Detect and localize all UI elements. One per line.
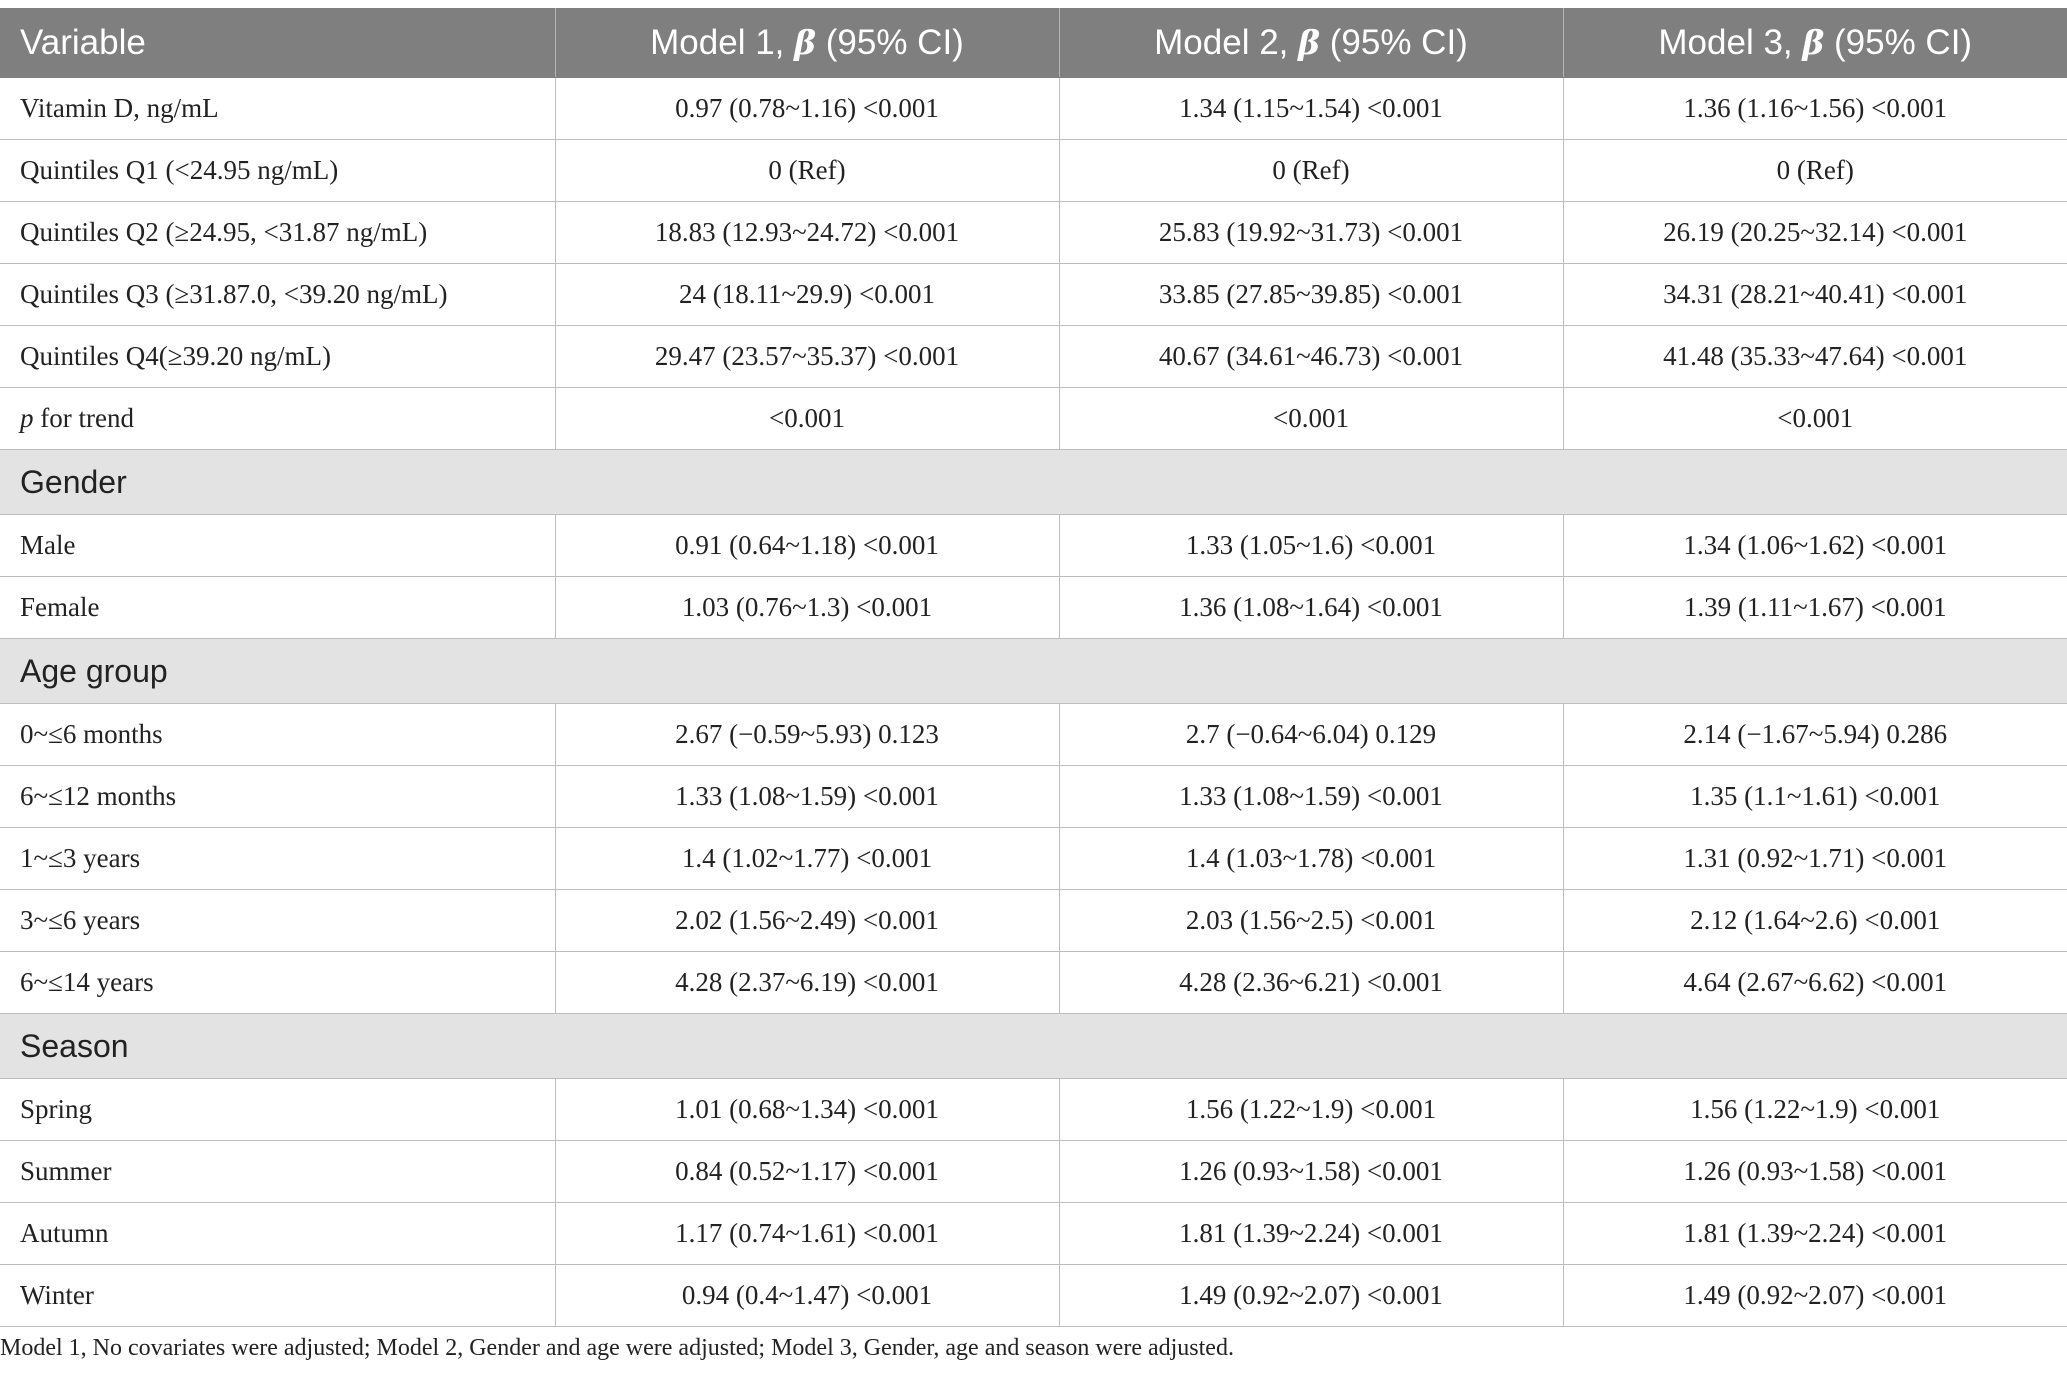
- model-2-value: 1.4 (1.03~1.78) <0.001: [1059, 828, 1563, 890]
- header-row: [0, 9, 2067, 78]
- model-1-value: 1.33 (1.08~1.59) <0.001: [555, 766, 1059, 828]
- model-3-value: 1.36 (1.16~1.56) <0.001: [1563, 78, 2067, 140]
- model-1-value: 1.17 (0.74~1.61) <0.001: [555, 1203, 1059, 1265]
- section-title: Season: [0, 1014, 2067, 1079]
- header-model-2-suffix: (95% CI): [1320, 23, 1468, 62]
- model-2-value: 2.7 (−0.64~6.04) 0.129: [1059, 704, 1563, 766]
- section-title: Age group: [0, 639, 2067, 704]
- model-2-value: 33.85 (27.85~39.85) <0.001: [1059, 264, 1563, 326]
- results-table: [0, 8, 2067, 1327]
- model-2-value: 1.33 (1.05~1.6) <0.001: [1059, 515, 1563, 577]
- model-1-value: 4.28 (2.37~6.19) <0.001: [555, 952, 1059, 1014]
- header-model-3-prefix: Model 3,: [1658, 23, 1803, 62]
- model-3-value: 1.39 (1.11~1.67) <0.001: [1563, 577, 2067, 639]
- model-2-value: 1.81 (1.39~2.24) <0.001: [1059, 1203, 1563, 1265]
- model-3-value: 1.35 (1.1~1.61) <0.001: [1563, 766, 2067, 828]
- header-model-3-suffix: (95% CI): [1824, 23, 1973, 62]
- table-row: [0, 326, 2067, 388]
- header-model-2-beta: β: [1298, 23, 1321, 62]
- model-1-value: 0.94 (0.4~1.47) <0.001: [555, 1265, 1059, 1327]
- model-2-value: 1.34 (1.15~1.54) <0.001: [1059, 78, 1563, 140]
- header-model-3-beta: β: [1802, 23, 1825, 62]
- row-label: Quintiles Q3 (≥31.87.0, <39.20 ng/mL): [0, 264, 555, 326]
- model-2-value: <0.001: [1059, 388, 1563, 450]
- trend-p: p: [20, 403, 34, 433]
- table-row: [0, 890, 2067, 952]
- section-title: Gender: [0, 450, 2067, 515]
- row-label: Summer: [0, 1141, 555, 1203]
- header-model-2: [1059, 9, 1563, 78]
- model-3-value: 1.56 (1.22~1.9) <0.001: [1563, 1079, 2067, 1141]
- model-2-value: 2.03 (1.56~2.5) <0.001: [1059, 890, 1563, 952]
- model-1-value: 1.4 (1.02~1.77) <0.001: [555, 828, 1059, 890]
- model-2-value: 1.49 (0.92~2.07) <0.001: [1059, 1265, 1563, 1327]
- model-2-value: 1.33 (1.08~1.59) <0.001: [1059, 766, 1563, 828]
- table-row: [0, 1079, 2067, 1141]
- model-2-value: 1.26 (0.93~1.58) <0.001: [1059, 1141, 1563, 1203]
- row-label: Vitamin D, ng/mL: [0, 78, 555, 140]
- row-label: 3~≤6 years: [0, 890, 555, 952]
- table-row: [0, 78, 2067, 140]
- row-label: Male: [0, 515, 555, 577]
- table-row: [0, 140, 2067, 202]
- header-model-1-suffix: (95% CI): [816, 23, 964, 62]
- model-3-value: 2.12 (1.64~2.6) <0.001: [1563, 890, 2067, 952]
- model-2-value: 40.67 (34.61~46.73) <0.001: [1059, 326, 1563, 388]
- model-3-value: 4.64 (2.67~6.62) <0.001: [1563, 952, 2067, 1014]
- table-row: [0, 1265, 2067, 1327]
- row-label: Quintiles Q4(≥39.20 ng/mL): [0, 326, 555, 388]
- model-3-value: 0 (Ref): [1563, 140, 2067, 202]
- table-row: [0, 766, 2067, 828]
- model-2-value: 1.36 (1.08~1.64) <0.001: [1059, 577, 1563, 639]
- table-row: [0, 577, 2067, 639]
- row-label: Winter: [0, 1265, 555, 1327]
- model-1-value: 1.03 (0.76~1.3) <0.001: [555, 577, 1059, 639]
- row-label: Spring: [0, 1079, 555, 1141]
- row-label: 6~≤12 months: [0, 766, 555, 828]
- trend-label-rest: for trend: [33, 403, 134, 433]
- model-3-value: 1.31 (0.92~1.71) <0.001: [1563, 828, 2067, 890]
- model-2-value: 0 (Ref): [1059, 140, 1563, 202]
- model-3-value: 41.48 (35.33~47.64) <0.001: [1563, 326, 2067, 388]
- model-3-value: <0.001: [1563, 388, 2067, 450]
- model-1-value: 29.47 (23.57~35.37) <0.001: [555, 326, 1059, 388]
- model-3-value: 34.31 (28.21~40.41) <0.001: [1563, 264, 2067, 326]
- section-header-season: [0, 1014, 2067, 1079]
- model-3-value: 1.26 (0.93~1.58) <0.001: [1563, 1141, 2067, 1203]
- table-footnote: Model 1, No covariates were adjusted; Model 2, Gender and age were adjusted; Model 3, Gender, age and season were adjusted.: [0, 1335, 1234, 1361]
- model-2-value: 1.56 (1.22~1.9) <0.001: [1059, 1079, 1563, 1141]
- model-3-value: 1.49 (0.92~2.07) <0.001: [1563, 1265, 2067, 1327]
- table-row: [0, 952, 2067, 1014]
- header-model-1: [555, 9, 1059, 78]
- table-row: [0, 1141, 2067, 1203]
- header-variable: Variable: [0, 9, 555, 78]
- model-1-value: 0 (Ref): [555, 140, 1059, 202]
- section-header-gender: [0, 450, 2067, 515]
- row-label: Quintiles Q1 (<24.95 ng/mL): [0, 140, 555, 202]
- header-model-1-beta: β: [794, 23, 817, 62]
- table-row: [0, 202, 2067, 264]
- row-label: Female: [0, 577, 555, 639]
- model-1-value: 1.01 (0.68~1.34) <0.001: [555, 1079, 1059, 1141]
- model-2-value: 4.28 (2.36~6.21) <0.001: [1059, 952, 1563, 1014]
- model-1-value: 24 (18.11~29.9) <0.001: [555, 264, 1059, 326]
- model-1-value: 0.97 (0.78~1.16) <0.001: [555, 78, 1059, 140]
- model-1-value: <0.001: [555, 388, 1059, 450]
- table-row: [0, 704, 2067, 766]
- trend-row: [0, 388, 2067, 450]
- section-header-age-group: [0, 639, 2067, 704]
- row-label: 0~≤6 months: [0, 704, 555, 766]
- table-row: [0, 515, 2067, 577]
- model-1-value: 0.91 (0.64~1.18) <0.001: [555, 515, 1059, 577]
- table-header: [0, 9, 2067, 78]
- model-1-value: 2.02 (1.56~2.49) <0.001: [555, 890, 1059, 952]
- model-3-value: 1.81 (1.39~2.24) <0.001: [1563, 1203, 2067, 1265]
- model-2-value: 25.83 (19.92~31.73) <0.001: [1059, 202, 1563, 264]
- header-model-1-prefix: Model 1,: [650, 23, 795, 62]
- model-1-value: 18.83 (12.93~24.72) <0.001: [555, 202, 1059, 264]
- table-row: [0, 264, 2067, 326]
- table-row: [0, 828, 2067, 890]
- table-body: [0, 78, 2067, 1327]
- model-1-value: 0.84 (0.52~1.17) <0.001: [555, 1141, 1059, 1203]
- header-model-3: [1563, 9, 2067, 78]
- row-label: 6~≤14 years: [0, 952, 555, 1014]
- results-table-container: [0, 8, 2067, 1327]
- model-3-value: 2.14 (−1.67~5.94) 0.286: [1563, 704, 2067, 766]
- row-label: Autumn: [0, 1203, 555, 1265]
- model-3-value: 1.34 (1.06~1.62) <0.001: [1563, 515, 2067, 577]
- trend-label: [0, 388, 555, 450]
- row-label: 1~≤3 years: [0, 828, 555, 890]
- row-label: Quintiles Q2 (≥24.95, <31.87 ng/mL): [0, 202, 555, 264]
- model-3-value: 26.19 (20.25~32.14) <0.001: [1563, 202, 2067, 264]
- header-model-2-prefix: Model 2,: [1154, 23, 1299, 62]
- model-1-value: 2.67 (−0.59~5.93) 0.123: [555, 704, 1059, 766]
- table-row: [0, 1203, 2067, 1265]
